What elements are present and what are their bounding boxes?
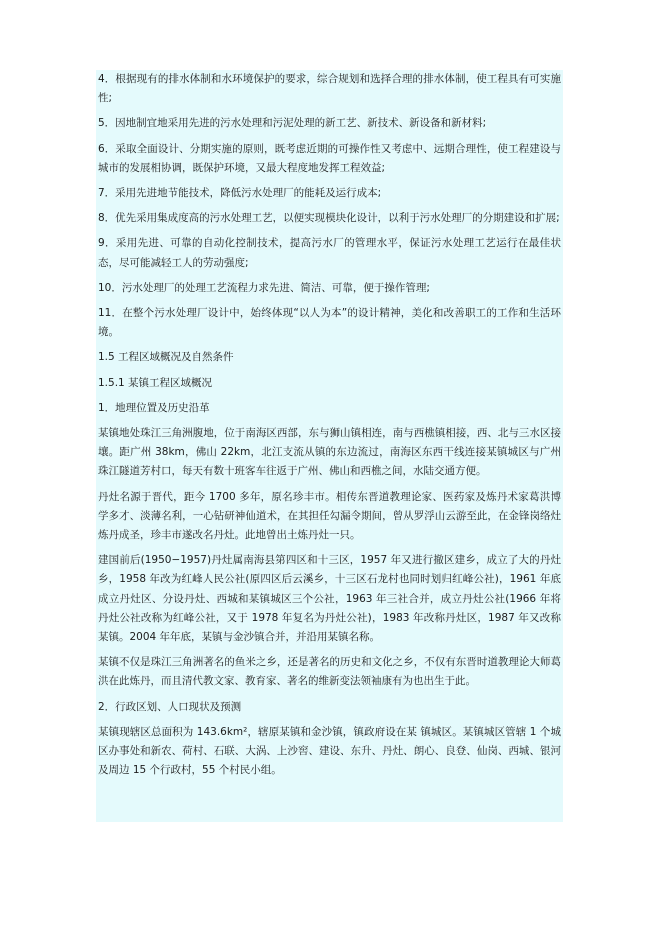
paragraph-principle-6: 6．采取全面设计、分期实施的原则，既考虑近期的可操作性又考虑中、远期合理性，使工程建设与城市的发展相协调，既保护环境，又最大程度地发挥工程效益;: [98, 142, 561, 174]
paragraph-culture: 某镇不仅是珠江三角洲著名的鱼米之乡，还是著名的历史和文化之乡，不仅有东晋时道教理论大师葛洪在此炼丹，而且清代教文家、教育家、著名的维新变法领袖康有为也出生于此。: [98, 656, 561, 688]
subheading-location-history: 1．地理位置及历史沿革: [98, 401, 210, 414]
paragraph-principle-9: 9．采用先进、可靠的自动化控制技术，提高污水厂的管理水平，保证污水处理工艺运行在最佳状态，尽可能减轻工人的劳动强度;: [98, 237, 561, 269]
subheading-administration-population: 2．行政区划、人口现状及预测: [98, 700, 242, 713]
paragraph-name-origin: 丹灶名源于晋代，距今 1700 多年，原名珍丰市。相传东晋道教理论家、医药家及炼丹术家葛洪博学多才、淡薄名利，一心钻研神仙道术，在其担任勾漏令期间，曾从罗浮山云游至此，在金锋岗络灶炼丹成圣，珍丰市遂改名丹灶。此地曾出土炼丹灶一只。: [98, 490, 561, 542]
document-page: [96, 70, 563, 822]
paragraph-location: 某镇地处珠江三角洲腹地，位于南海区西部，东与狮山镇相连，南与西樵镇相接，西、北与三水区接壤。距广州 38km，佛山 22km，北江支流从镇的东边流过，南海区东西干线连接某镇城区与广州珠江隧道芳村口，每天有数十班客车往返于广州、佛山和西樵之间，水陆交通方便。: [98, 427, 561, 478]
paragraph-history: 建国前后(1950−1957)丹灶属南海县第四区和十三区，1957 年又进行撤区建乡，成立了大的丹灶乡，1958 年改为红峰人民公社(原四区后云溪乡，十三区石龙村也同时划归红峰公社)，1961 年底成立丹灶区、分设丹灶、西城和某镇城区三个公社，1963 年三社合并，成立丹灶公社(1966 年将丹灶公社改称为红峰公社，又于 1978 年复名为丹灶公社)，1983 年改称丹灶区，1987 年又改称某镇。2004 年年底，某镇与金沙镇合并，并沿用某镇名称。: [98, 554, 561, 644]
paragraph-principle-7: 7．采用先进地节能技术，降低污水处理厂的能耗及运行成本;: [98, 187, 382, 200]
section-heading-1-5-1: 1.5.1 某镇工程区域概况: [98, 376, 213, 389]
paragraph-principle-11: 11．在整个污水处理厂设计中，始终体现“以人为本”的设计精神，美化和改善职工的工作和生活环境。: [98, 307, 561, 339]
paragraph-principle-10: 10．污水处理厂的处理工艺流程力求先进、简洁、可靠，便于操作管理;: [98, 281, 430, 294]
paragraph-principle-4: 4．根据现有的排水体制和水环境保护的要求，综合规划和选择合理的排水体制，使工程具有可实施性;: [98, 73, 561, 105]
paragraph-principle-8: 8．优先采用集成度高的污水处理工艺，以便实现模块化设计，以利于污水处理厂的分期建设和扩展;: [98, 212, 560, 225]
paragraph-principle-5: 5．因地制宜地采用先进的污水处理和污泥处理的新工艺、新技术、新设备和新材料;: [98, 117, 487, 130]
paragraph-administration: 某镇现辖区总面积为 143.6km²，辖原某镇和金沙镇，镇政府设在某 镇城区。某镇城区管辖 1 个城区办事处和新农、荷村、石联、大涡、上沙窖、建设、东升、丹灶、朗心、良登、仙岗、西城、银河及周边 15 个行政村，55 个村民小组。: [98, 725, 561, 777]
section-heading-1-5: 1.5 工程区域概况及自然条件: [98, 351, 234, 364]
